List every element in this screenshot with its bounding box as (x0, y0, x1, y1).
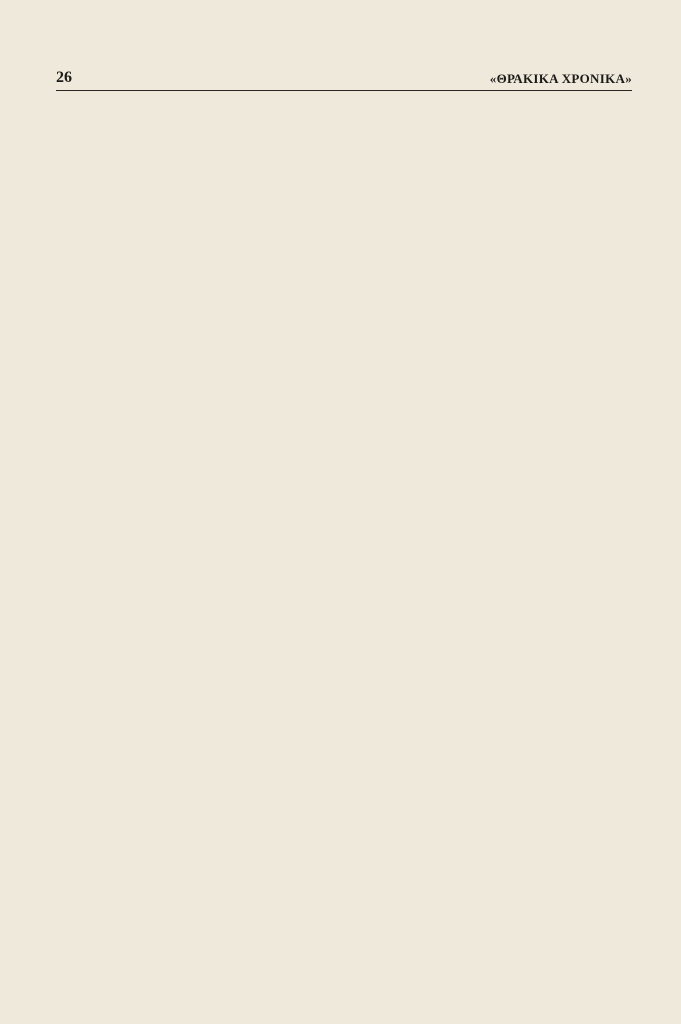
running-head (56, 68, 632, 91)
journal-title: «ΘΡΑΚΙΚΑ ΧΡΟΝΙΚΑ» (489, 71, 632, 86)
document-page (56, 68, 632, 1008)
page-number: 26 (56, 69, 72, 86)
